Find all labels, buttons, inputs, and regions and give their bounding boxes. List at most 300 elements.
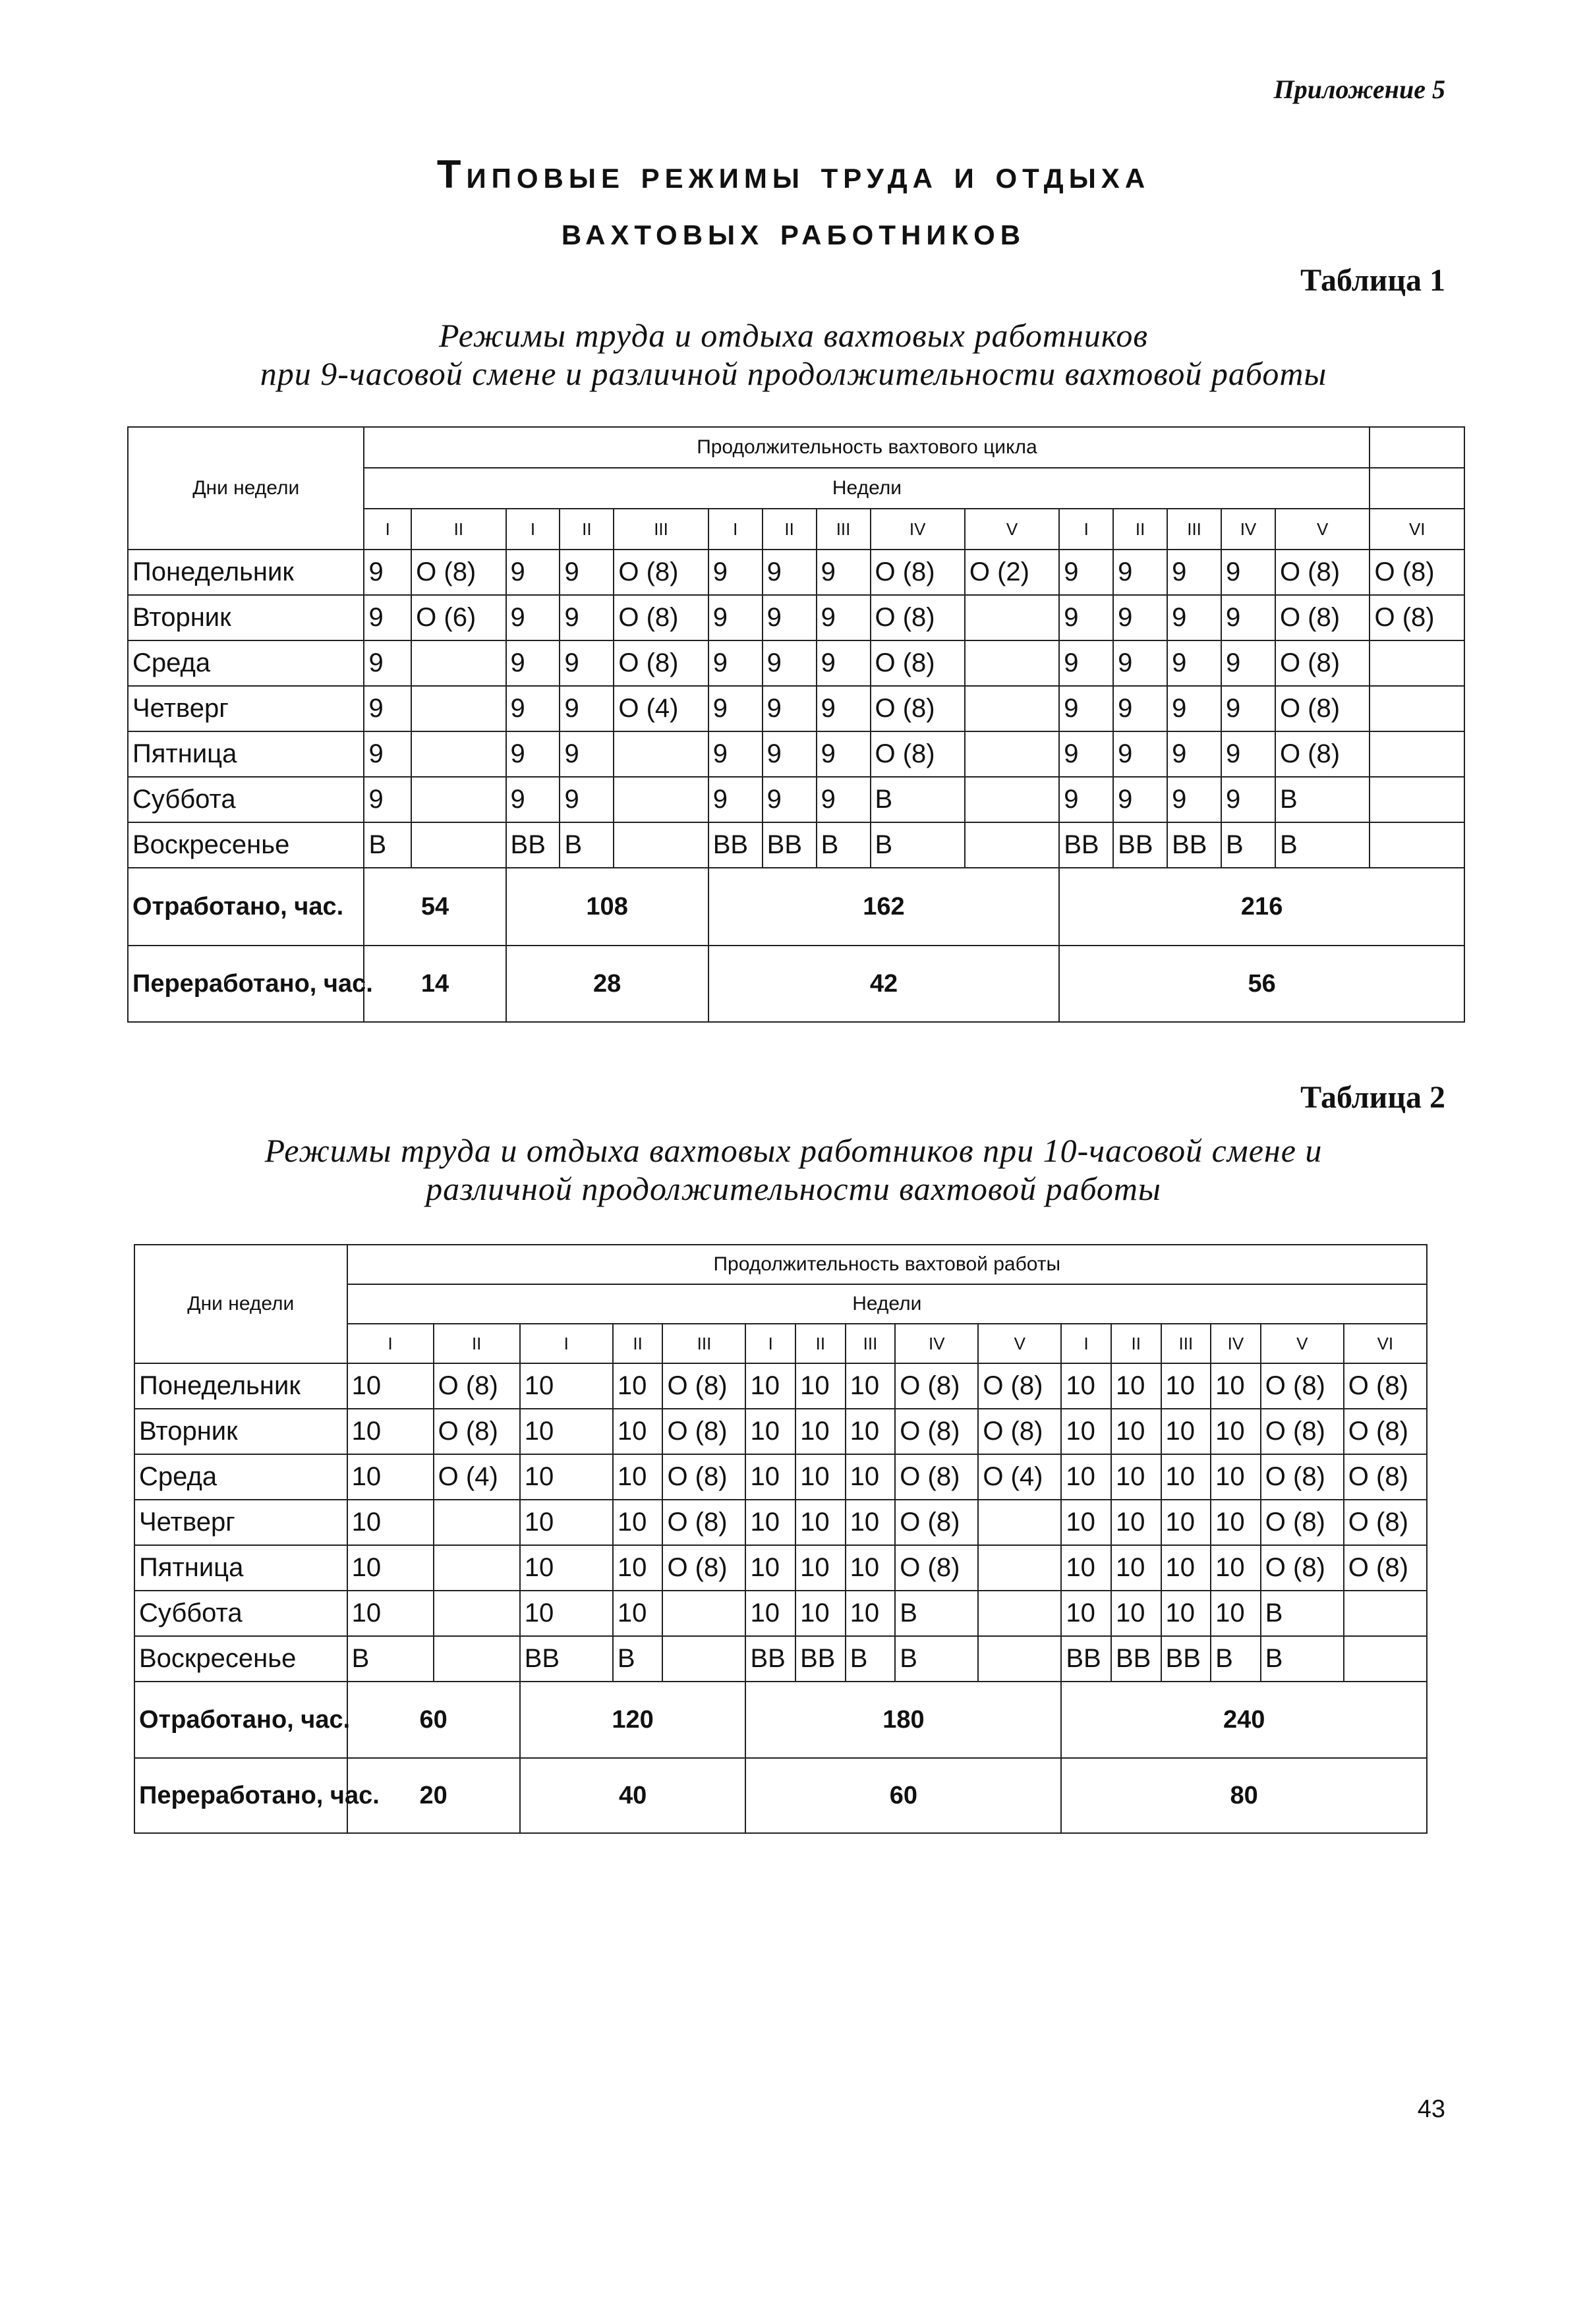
schedule-cell: О (8) [434,1363,520,1409]
schedule-cell: 10 [1211,1591,1261,1636]
schedule-cell [1344,1636,1427,1682]
schedule-cell: О (8) [1370,595,1464,640]
schedule-cell: 10 [613,1545,663,1591]
schedule-cell: 9 [560,640,614,686]
schedule-cell: 10 [1061,1409,1111,1454]
day-row [128,595,1464,640]
schedule-cell [1344,1591,1427,1636]
schedule-cell: 9 [560,686,614,731]
schedule-cell: В [871,777,965,822]
schedule-cell: 10 [1061,1545,1111,1591]
schedule-cell: В [364,822,411,868]
schedule-cell: 10 [1111,1363,1161,1409]
schedule-cell: О (8) [614,640,708,686]
schedule-cell: О (8) [662,1454,745,1500]
schedule-cell: 9 [708,777,763,822]
overtime-total: 42 [708,946,1060,1022]
week-number: I [1059,509,1113,550]
page-title-line-2: вахтовых работников [561,209,1026,253]
schedule-cell [411,822,505,868]
schedule-cell: 10 [1111,1409,1161,1454]
schedule-cell: 9 [1221,731,1275,777]
schedule-cell: 10 [1111,1591,1161,1636]
schedule-cell [978,1500,1061,1545]
table2-subtitle-line-1: Режимы труда и отдыха вахтовых работников при 10-часовой смене и [264,1132,1323,1169]
week-number: III [1161,1324,1211,1363]
schedule-cell: 9 [1059,777,1113,822]
week-number: I [506,509,560,550]
schedule-cell [965,686,1059,731]
weeks-header: Недели [347,1284,1427,1324]
schedule-cell: 10 [795,1363,846,1409]
worked-total: 54 [364,868,505,946]
schedule-cell [1370,731,1464,777]
day-name: Четверг [128,686,364,731]
schedule-cell: О (8) [1275,686,1370,731]
day-name: Пятница [134,1545,347,1591]
schedule-cell: 10 [1111,1545,1161,1591]
schedule-cell: О (8) [662,1500,745,1545]
schedule-cell: О (8) [662,1545,745,1591]
table1-subtitle-line-1: Режимы труда и отдыха вахтовых работников [438,317,1149,354]
schedule-cell: 9 [1167,640,1221,686]
schedule-cell: 9 [506,777,560,822]
schedule-cell [965,731,1059,777]
schedule-cell: О (8) [1344,1500,1427,1545]
overtime-total: 60 [745,1758,1061,1833]
schedule-cell [965,640,1059,686]
schedule-cell [1370,640,1464,686]
day-name: Воскресенье [134,1636,347,1682]
schedule-cell: 9 [1167,595,1221,640]
schedule-cell: 10 [1211,1545,1261,1591]
schedule-cell: 10 [795,1500,846,1545]
schedule-cell: 10 [745,1409,795,1454]
day-row [134,1500,1427,1545]
week-number: IV [1221,509,1275,550]
schedule-cell: 9 [708,640,763,686]
week-number: II [1113,509,1167,550]
week-number: V [1261,1324,1344,1363]
schedule-cell: 10 [1161,1591,1211,1636]
schedule-cell: 9 [1221,777,1275,822]
schedule-cell: 9 [1113,550,1167,595]
schedule-cell [978,1591,1061,1636]
schedule-cell: 9 [1167,550,1221,595]
day-name: Четверг [134,1500,347,1545]
schedule-cell: В [1221,822,1275,868]
table2 [134,1244,1428,1834]
schedule-cell: 10 [520,1454,613,1500]
schedule-cell: 9 [1113,777,1167,822]
schedule-cell: ВВ [520,1636,613,1682]
overtime-total: 40 [520,1758,746,1833]
overtime-label: Переработано, час. [128,946,364,1022]
day-row [134,1636,1427,1682]
days-header: Дни недели [134,1245,347,1363]
schedule-cell [978,1545,1061,1591]
schedule-cell: ВВ [795,1636,846,1682]
schedule-cell: О (2) [965,550,1059,595]
schedule-cell: 9 [1113,595,1167,640]
schedule-cell: В [817,822,871,868]
schedule-cell: 9 [1221,550,1275,595]
week-number: IV [1211,1324,1261,1363]
schedule-cell [411,731,505,777]
schedule-cell: 9 [817,731,871,777]
schedule-cell: О (8) [895,1500,978,1545]
table2-subtitle [0,1131,1587,1208]
schedule-cell [614,731,708,777]
table2-subtitle-line-2: различной продолжительности вахтовой работы [426,1170,1161,1207]
schedule-cell [965,822,1059,868]
worked-row [134,1682,1427,1758]
week-number: II [560,509,614,550]
table1-label: Таблица 1 [1300,263,1445,298]
schedule-cell: О (8) [1261,1545,1344,1591]
schedule-cell: 9 [817,550,871,595]
schedule-cell: 9 [1221,595,1275,640]
week-number: III [614,509,708,550]
day-name: Суббота [128,777,364,822]
schedule-cell: 10 [1161,1363,1211,1409]
schedule-cell [614,777,708,822]
worked-total: 60 [347,1682,520,1758]
schedule-cell: В [1261,1636,1344,1682]
worked-total: 108 [506,868,708,946]
schedule-cell: 10 [846,1545,896,1591]
schedule-cell: 9 [1221,686,1275,731]
table1 [127,426,1465,1023]
day-row [134,1454,1427,1500]
day-name: Суббота [134,1591,347,1636]
schedule-cell: 10 [613,1500,663,1545]
schedule-cell: 10 [347,1363,434,1409]
day-name: Вторник [134,1409,347,1454]
schedule-cell: 9 [1113,731,1167,777]
overtime-total: 28 [506,946,708,1022]
schedule-cell: О (8) [978,1409,1061,1454]
week-number: V [1275,509,1370,550]
schedule-cell: 10 [745,1591,795,1636]
worked-total: 120 [520,1682,746,1758]
week-number: I [364,509,411,550]
week-number: V [978,1324,1061,1363]
table1-subtitle-line-2: при 9-часовой смене и различной продолжительности вахтовой работы [260,355,1327,392]
schedule-cell [1370,686,1464,731]
week-number: VI [1370,509,1464,550]
schedule-cell: 9 [1059,731,1113,777]
day-name: Пятница [128,731,364,777]
schedule-cell [662,1636,745,1682]
cycle-header: Продолжительность вахтового цикла [364,427,1370,468]
header-empty-cell [1370,427,1464,468]
week-number: I [1061,1324,1111,1363]
worked-total: 240 [1061,1682,1427,1758]
week-number: II [795,1324,846,1363]
schedule-cell: В [895,1591,978,1636]
schedule-cell: О (4) [434,1454,520,1500]
schedule-cell [965,777,1059,822]
schedule-cell: ВВ [1113,822,1167,868]
worked-label: Отработано, час. [128,868,364,946]
day-row [134,1363,1427,1409]
day-row [134,1591,1427,1636]
schedule-cell: ВВ [1161,1636,1211,1682]
schedule-cell: 9 [1059,686,1113,731]
schedule-cell [411,777,505,822]
schedule-cell: 9 [506,595,560,640]
schedule-cell: О (8) [614,550,708,595]
schedule-cell: 9 [506,686,560,731]
schedule-cell: О (8) [1261,1409,1344,1454]
week-number: V [965,509,1059,550]
schedule-cell: О (8) [1344,1409,1427,1454]
schedule-cell: 10 [613,1363,663,1409]
schedule-cell: О (8) [895,1409,978,1454]
week-number: III [1167,509,1221,550]
schedule-cell: В [1275,822,1370,868]
schedule-cell: О (8) [871,640,965,686]
schedule-cell: 9 [364,595,411,640]
schedule-cell: 10 [1061,1500,1111,1545]
week-number: I [520,1324,613,1363]
schedule-cell: 10 [795,1591,846,1636]
schedule-cell: 10 [1161,1454,1211,1500]
day-name: Воскресенье [128,822,364,868]
schedule-cell: 10 [520,1545,613,1591]
schedule-cell: 10 [347,1500,434,1545]
schedule-cell: О (4) [978,1454,1061,1500]
schedule-cell: 9 [1221,640,1275,686]
schedule-cell [411,686,505,731]
schedule-cell: 10 [520,1409,613,1454]
week-number: II [411,509,505,550]
week-number: II [613,1324,663,1363]
overtime-row [128,946,1464,1022]
schedule-cell: 10 [1161,1409,1211,1454]
schedule-cell: 9 [506,550,560,595]
day-name: Понедельник [128,550,364,595]
schedule-cell: 10 [846,1363,896,1409]
schedule-cell: О (8) [871,731,965,777]
page-title [0,146,1587,260]
schedule-cell: 10 [795,1545,846,1591]
schedule-cell: 10 [846,1500,896,1545]
schedule-cell: О (8) [1344,1363,1427,1409]
schedule-cell: 10 [613,1591,663,1636]
week-number: I [708,509,763,550]
schedule-cell: 10 [745,1454,795,1500]
schedule-cell: 9 [1113,686,1167,731]
schedule-cell: О (8) [1370,550,1464,595]
schedule-cell: 10 [1061,1454,1111,1500]
schedule-cell: 10 [347,1545,434,1591]
page-number: 43 [1417,2095,1445,2123]
schedule-cell: 9 [708,731,763,777]
worked-total: 216 [1059,868,1464,946]
schedule-cell [1370,822,1464,868]
schedule-cell: О (8) [1275,640,1370,686]
schedule-cell: О (8) [662,1409,745,1454]
schedule-cell: 9 [364,640,411,686]
week-number: II [763,509,817,550]
schedule-cell: О (8) [1344,1454,1427,1500]
cycle-header: Продолжительность вахтовой работы [347,1245,1427,1284]
day-row [128,777,1464,822]
schedule-cell: В [895,1636,978,1682]
overtime-total: 14 [364,946,505,1022]
schedule-cell: 9 [763,731,817,777]
schedule-cell: ВВ [506,822,560,868]
page-title-line-1: Типовые режимы труда и отдыха [436,152,1151,196]
week-number: I [347,1324,434,1363]
schedule-cell: 9 [763,595,817,640]
week-number: III [662,1324,745,1363]
schedule-cell: О (8) [1275,731,1370,777]
schedule-cell: 9 [506,640,560,686]
schedule-cell: О (8) [1261,1500,1344,1545]
schedule-cell: О (8) [871,686,965,731]
schedule-cell: В [1275,777,1370,822]
schedule-cell: 10 [1161,1545,1211,1591]
week-number: II [1111,1324,1161,1363]
day-name: Вторник [128,595,364,640]
week-number: IV [871,509,965,550]
schedule-cell [434,1545,520,1591]
schedule-cell: 9 [1167,686,1221,731]
schedule-cell: 10 [613,1454,663,1500]
schedule-cell: ВВ [1061,1636,1111,1682]
schedule-cell: О (8) [871,595,965,640]
schedule-cell: О (8) [871,550,965,595]
schedule-cell: 10 [745,1545,795,1591]
schedule-cell: 9 [817,686,871,731]
schedule-cell: ВВ [745,1636,795,1682]
schedule-cell [978,1636,1061,1682]
schedule-cell: 10 [1211,1363,1261,1409]
schedule-cell: 9 [763,686,817,731]
schedule-cell [411,640,505,686]
worked-row [128,868,1464,946]
schedule-cell: 10 [745,1363,795,1409]
schedule-cell [662,1591,745,1636]
schedule-cell: 9 [763,550,817,595]
schedule-cell: О (8) [1344,1545,1427,1591]
schedule-cell: 10 [520,1363,613,1409]
schedule-cell: 9 [1059,640,1113,686]
schedule-cell: 9 [560,595,614,640]
schedule-cell: 10 [795,1409,846,1454]
day-name: Понедельник [134,1363,347,1409]
schedule-cell: В [1211,1636,1261,1682]
schedule-cell: 10 [1061,1363,1111,1409]
week-number: II [434,1324,520,1363]
schedule-cell: 9 [708,550,763,595]
day-row [128,686,1464,731]
schedule-cell: 10 [520,1591,613,1636]
day-name: Среда [134,1454,347,1500]
worked-label: Отработано, час. [134,1682,347,1758]
schedule-cell: О (8) [895,1545,978,1591]
schedule-cell: 9 [560,731,614,777]
schedule-cell: 10 [1211,1454,1261,1500]
schedule-cell: О (8) [662,1363,745,1409]
schedule-cell: 9 [1167,731,1221,777]
day-row [128,550,1464,595]
schedule-cell: 10 [846,1409,896,1454]
schedule-cell: В [1261,1591,1344,1636]
schedule-cell: О (8) [895,1454,978,1500]
schedule-cell: 9 [506,731,560,777]
worked-total: 180 [745,1682,1061,1758]
overtime-total: 56 [1059,946,1464,1022]
schedule-cell: 10 [347,1591,434,1636]
schedule-cell: 9 [817,595,871,640]
worked-total: 162 [708,868,1060,946]
schedule-cell: О (8) [1261,1363,1344,1409]
day-row [128,640,1464,686]
schedule-cell: 9 [560,550,614,595]
schedule-cell: 10 [347,1409,434,1454]
day-row [134,1545,1427,1591]
week-number: I [745,1324,795,1363]
weeks-header: Недели [364,468,1370,509]
schedule-cell: 10 [520,1500,613,1545]
schedule-cell: О (4) [614,686,708,731]
schedule-cell: 9 [1113,640,1167,686]
day-row [134,1409,1427,1454]
schedule-cell: 9 [817,777,871,822]
day-row [128,822,1464,868]
table1-subtitle [0,316,1587,393]
schedule-cell: 10 [1061,1591,1111,1636]
overtime-total: 80 [1061,1758,1427,1833]
schedule-cell: 9 [364,550,411,595]
schedule-cell: В [613,1636,663,1682]
schedule-cell: О (8) [1275,550,1370,595]
schedule-cell: О (8) [434,1409,520,1454]
schedule-cell: В [347,1636,434,1682]
overtime-label: Переработано, час. [134,1758,347,1833]
schedule-cell: ВВ [1111,1636,1161,1682]
schedule-cell: 9 [1059,595,1113,640]
schedule-cell: ВВ [1167,822,1221,868]
schedule-cell [965,595,1059,640]
day-name: Среда [128,640,364,686]
schedule-cell: 10 [613,1409,663,1454]
schedule-cell: О (8) [1261,1454,1344,1500]
appendix-label: Приложение 5 [1273,74,1445,104]
schedule-cell: 10 [1211,1500,1261,1545]
schedule-cell: 10 [1211,1409,1261,1454]
week-number: III [846,1324,896,1363]
week-number: III [817,509,871,550]
schedule-cell: О (8) [1275,595,1370,640]
week-number: VI [1344,1324,1427,1363]
schedule-cell: 9 [1059,550,1113,595]
schedule-cell [434,1500,520,1545]
schedule-cell: 10 [846,1454,896,1500]
schedule-cell: 10 [1161,1500,1211,1545]
schedule-cell: В [560,822,614,868]
schedule-cell: 10 [846,1591,896,1636]
schedule-cell [1370,777,1464,822]
schedule-cell: 10 [745,1500,795,1545]
schedule-cell: О (8) [978,1363,1061,1409]
schedule-cell: 9 [364,777,411,822]
overtime-total: 20 [347,1758,520,1833]
